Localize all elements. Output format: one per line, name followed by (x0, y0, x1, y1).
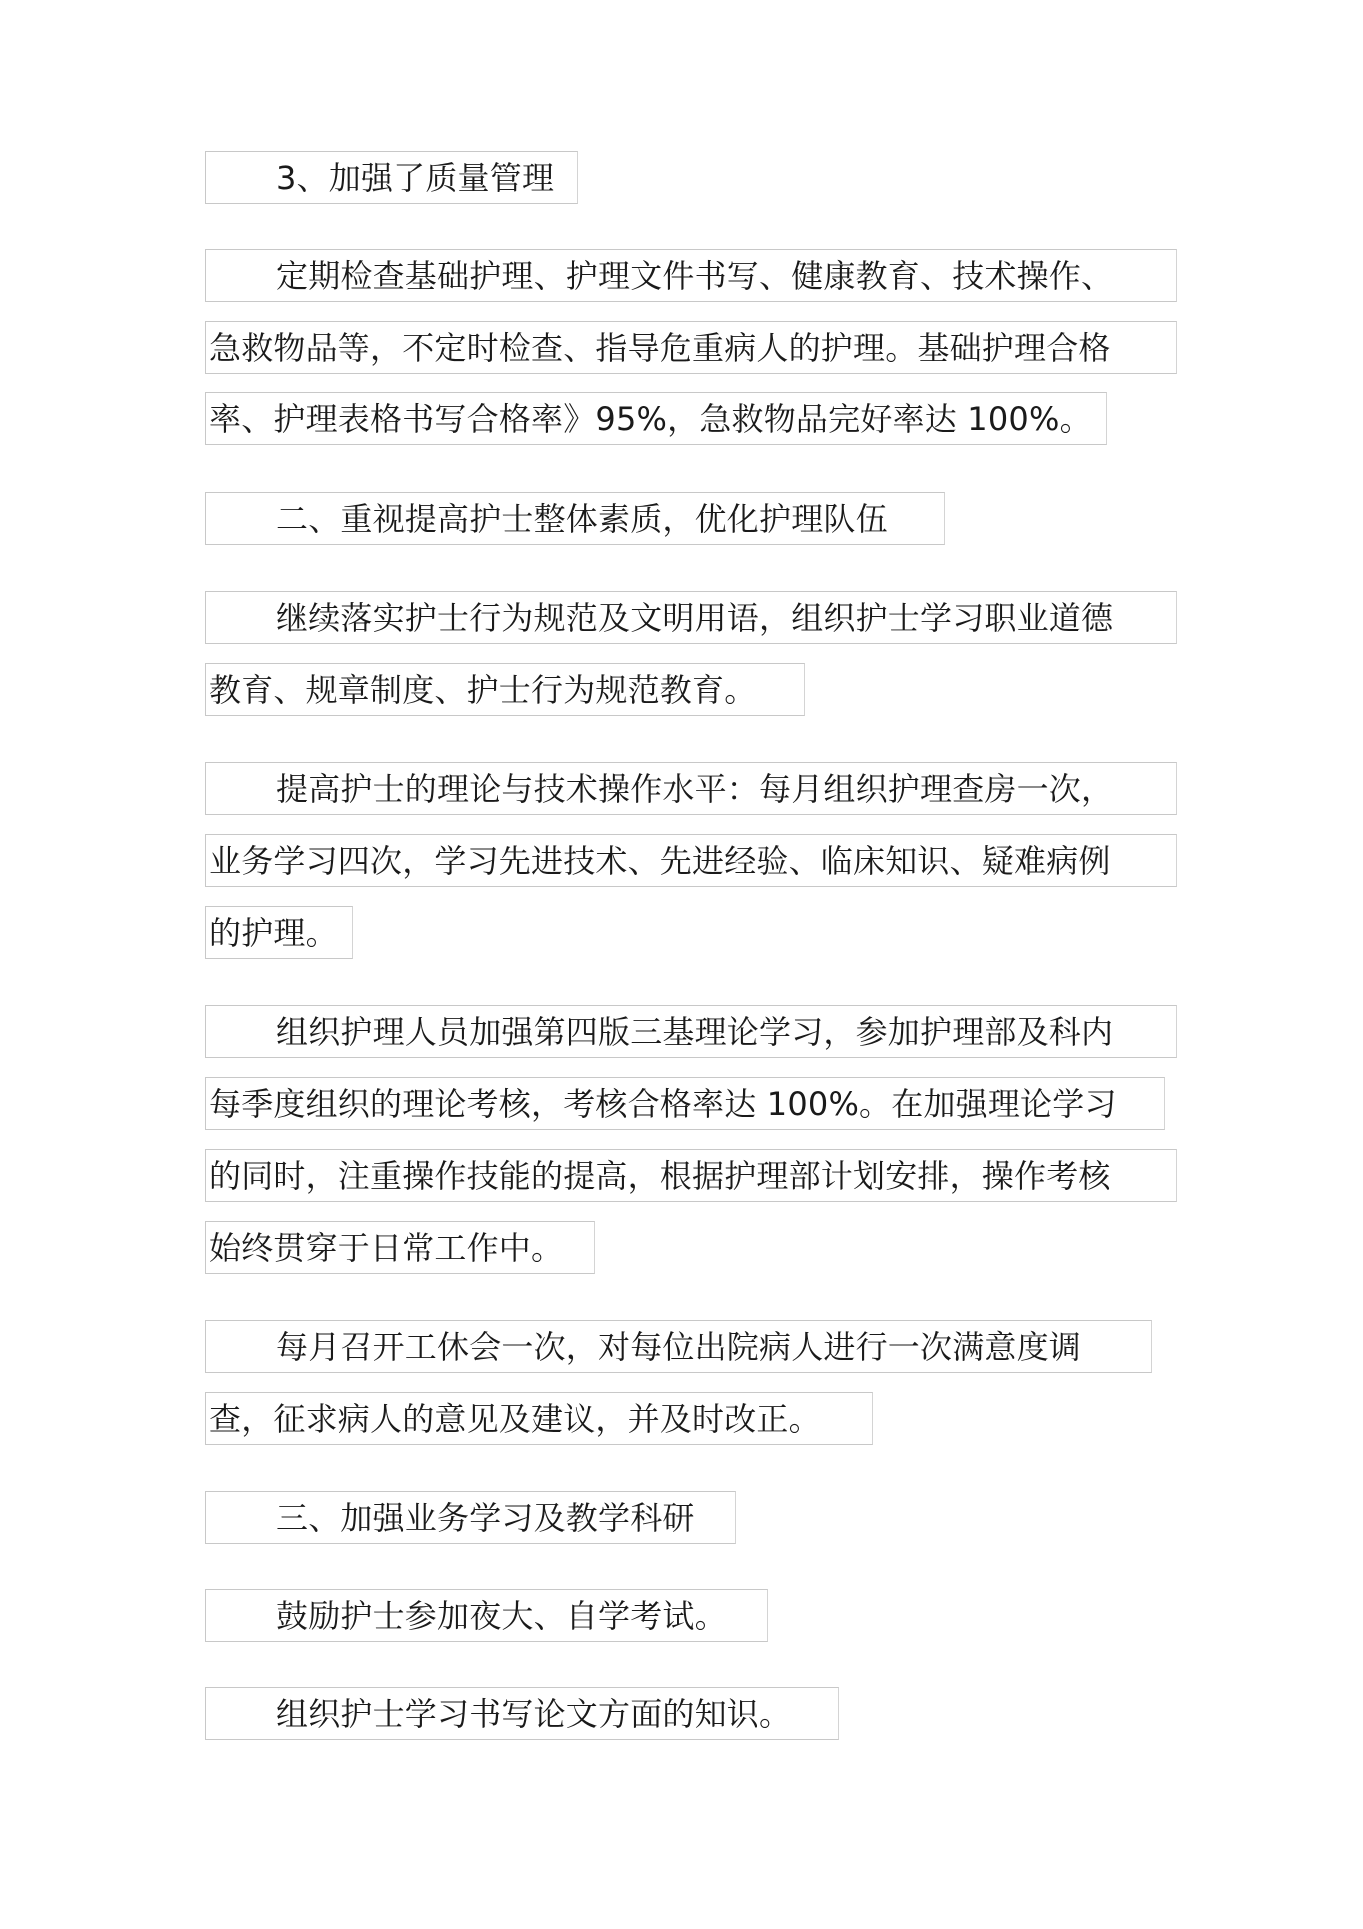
text-line-box (205, 663, 805, 716)
text-line-box (205, 1320, 1152, 1373)
text-line-box (205, 906, 353, 959)
text-line: 率、护理表格书写合格率》95%，急救物品完好率达 100%。 (209, 400, 1092, 438)
text-line-box (205, 1392, 873, 1445)
text-line-box (205, 762, 1177, 815)
text-line: 提高护士的理论与技术操作水平：每月组织护理查房一次， (276, 770, 1114, 808)
text-line: 每月召开工休会一次，对每位出院病人进行一次满意度调 (276, 1328, 1082, 1366)
text-line-box (205, 1589, 768, 1642)
text-line-box (205, 392, 1107, 445)
text-line-box (205, 1077, 1165, 1130)
text-line: 始终贯穿于日常工作中。 (209, 1229, 564, 1267)
text-line-box (205, 1005, 1177, 1058)
text-line: 每季度组织的理论考核，考核合格率达 100%。在加强理论学习 (209, 1085, 1117, 1123)
text-line: 继续落实护士行为规范及文明用语，组织护士学习职业道德 (276, 599, 1114, 637)
text-line: 鼓励护士参加夜大、自学考试。 (276, 1597, 727, 1635)
text-line: 三、加强业务学习及教学科研 (276, 1499, 695, 1537)
text-line: 教育、规章制度、护士行为规范教育。 (209, 671, 757, 709)
text-line: 急救物品等，不定时检查、指导危重病人的护理。基础护理合格 (209, 329, 1111, 367)
text-line: 二、重视提高护士整体素质，优化护理队伍 (276, 500, 888, 538)
text-line-box (205, 591, 1177, 644)
text-line: 组织护理人员加强第四版三基理论学习，参加护理部及科内 (276, 1013, 1114, 1051)
text-line: 定期检查基础护理、护理文件书写、健康教育、技术操作、 (276, 257, 1114, 295)
section-heading (205, 151, 578, 204)
text-line-box (205, 1221, 595, 1274)
text-line: 查，征求病人的意见及建议，并及时改正。 (209, 1400, 821, 1438)
text-line-box (205, 834, 1177, 887)
section-heading (205, 1491, 736, 1544)
section-heading (205, 492, 945, 545)
text-line: 3、加强了质量管理 (276, 159, 555, 197)
text-line: 组织护士学习书写论文方面的知识。 (276, 1695, 792, 1733)
text-line-box (205, 249, 1177, 302)
text-line: 的同时，注重操作技能的提高，根据护理部计划安排，操作考核 (209, 1157, 1111, 1195)
text-line-box (205, 1687, 839, 1740)
text-line-box (205, 1149, 1177, 1202)
text-line: 业务学习四次，学习先进技术、先进经验、临床知识、疑难病例 (209, 842, 1111, 880)
text-line-box (205, 321, 1177, 374)
text-line: 的护理。 (209, 914, 338, 952)
